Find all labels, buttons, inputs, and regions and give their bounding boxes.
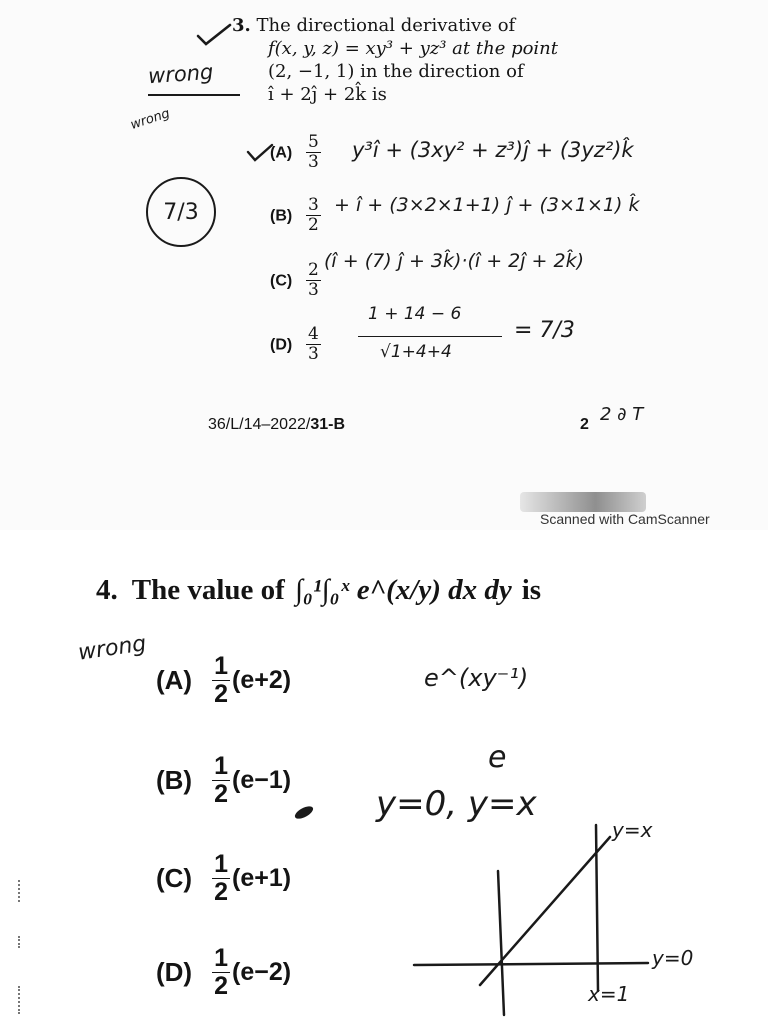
handwritten-corner-note: 2 ∂ T: [600, 404, 644, 425]
q3-option-b-fraction: $\frac{3}{2}$: [307, 195, 319, 235]
edge-artifact: [18, 986, 28, 1014]
q4-option-d-expr: (e−2): [232, 958, 292, 986]
q4-option-a-fraction: $\frac{1}{2}$: [214, 652, 228, 708]
q3-text-line2: f(x, y, z) = xy³ + yz³ at the point: [268, 38, 559, 59]
q4-option-c[interactable]: [156, 852, 291, 905]
checkmark-icon: [246, 142, 274, 164]
q3-option-d-label: (D): [270, 336, 293, 354]
handwritten-work-line-c: (î + (7) ĵ + 3k̂)·(î + 2ĵ + 2k̂): [324, 250, 585, 272]
q3-text-line4: î + 2ĵ + 2k̂ is: [268, 84, 387, 105]
q3-option-b[interactable]: [270, 197, 321, 234]
q3-option-d-fraction: $\frac{4}{3}$: [307, 324, 319, 364]
q4-option-b-fraction: $\frac{1}{2}$: [214, 752, 228, 808]
handwritten-work-denominator: √1+4+4: [380, 342, 452, 362]
q4-option-c-expr: (e+1): [232, 864, 292, 892]
footer-code: 36/L/14–2022/31-B: [208, 416, 346, 433]
handwritten-work-result: = 7/3: [514, 318, 575, 343]
q4-option-c-fraction: $\frac{1}{2}$: [214, 850, 228, 906]
handwritten-wrong-mark: wrong: [147, 59, 215, 89]
scanner-watermark: Scanned with CamScanner: [540, 511, 710, 527]
q3-number: 3.: [232, 15, 251, 36]
q4-integral: ∫₀¹∫₀ˣ e^(x/y) dx dy: [294, 574, 512, 606]
q4-option-b-label: (B): [156, 765, 193, 795]
graph-x-axis: [414, 963, 648, 965]
q3-text-line3: (2, −1, 1) in the direction of: [268, 61, 524, 82]
handwritten-work-line-a: y³î + (3xy² + z³)ĵ + (3yz²)k̂: [352, 138, 634, 162]
q4-option-a[interactable]: [156, 654, 291, 707]
pen-tick-mark: [293, 804, 315, 821]
handwritten-small-wrong: wrong: [128, 106, 172, 133]
handwritten-e-note: e: [488, 740, 507, 775]
region-sketch-graph: [400, 815, 720, 1020]
q4-number: 4.: [96, 574, 118, 606]
handwritten-exp-note: e^(xy⁻¹): [424, 664, 529, 692]
q4-option-d[interactable]: [156, 946, 291, 999]
q3-option-c-label: (C): [270, 272, 293, 290]
q3-option-a[interactable]: [270, 134, 321, 171]
handwritten-wrong-mark: wrong: [76, 631, 148, 666]
q3-line1: [232, 14, 572, 37]
graph-label-x-equals-1: x=1: [588, 982, 630, 1006]
q3-option-c-fraction: $\frac{2}{3}$: [307, 260, 319, 300]
q4-text-after: is: [521, 574, 542, 606]
q4-option-d-label: (D): [156, 957, 193, 987]
handwritten-work-fraction-bar: [358, 336, 502, 337]
q3-option-c[interactable]: [270, 262, 321, 299]
circled-answer: 7/3: [146, 177, 216, 247]
handwritten-bounds-note: y=0, y=x: [376, 784, 537, 824]
question-4: [96, 574, 541, 607]
q3-option-b-label: (B): [270, 207, 293, 225]
scan-smudge: [520, 492, 646, 512]
handwritten-work-line-b: + î + (3×2×1+1) ĵ + (3×1×1) k̂: [334, 194, 640, 216]
q4-option-d-fraction: $\frac{1}{2}$: [214, 944, 228, 1000]
q3-text-line1: The directional derivative of: [256, 15, 516, 36]
q4-option-c-label: (C): [156, 863, 193, 893]
q4-text-before: The value of: [131, 574, 285, 606]
q4-option-a-expr: (e+2): [232, 666, 292, 694]
q4-option-b[interactable]: [156, 754, 291, 807]
page-number: 2: [580, 416, 589, 433]
edge-artifact: [18, 880, 28, 902]
q4-option-b-expr: (e−1): [232, 766, 292, 794]
graph-label-y-equals-x: y=x: [612, 818, 653, 842]
edge-artifact: [18, 936, 28, 948]
question-3: [232, 14, 572, 106]
graph-label-y-equals-0: y=0: [652, 946, 694, 970]
handwritten-work-numerator: 1 + 14 − 6: [368, 304, 462, 324]
graph-y-axis: [498, 871, 504, 1015]
q3-option-a-fraction: $\frac{5}{3}$: [307, 132, 319, 172]
q3-option-d[interactable]: [270, 326, 321, 363]
handwritten-wrong-underline: [148, 94, 240, 96]
q3-option-a-label: (A): [270, 144, 293, 162]
q4-option-a-label: (A): [156, 665, 193, 695]
checkmark-icon: [196, 22, 232, 48]
